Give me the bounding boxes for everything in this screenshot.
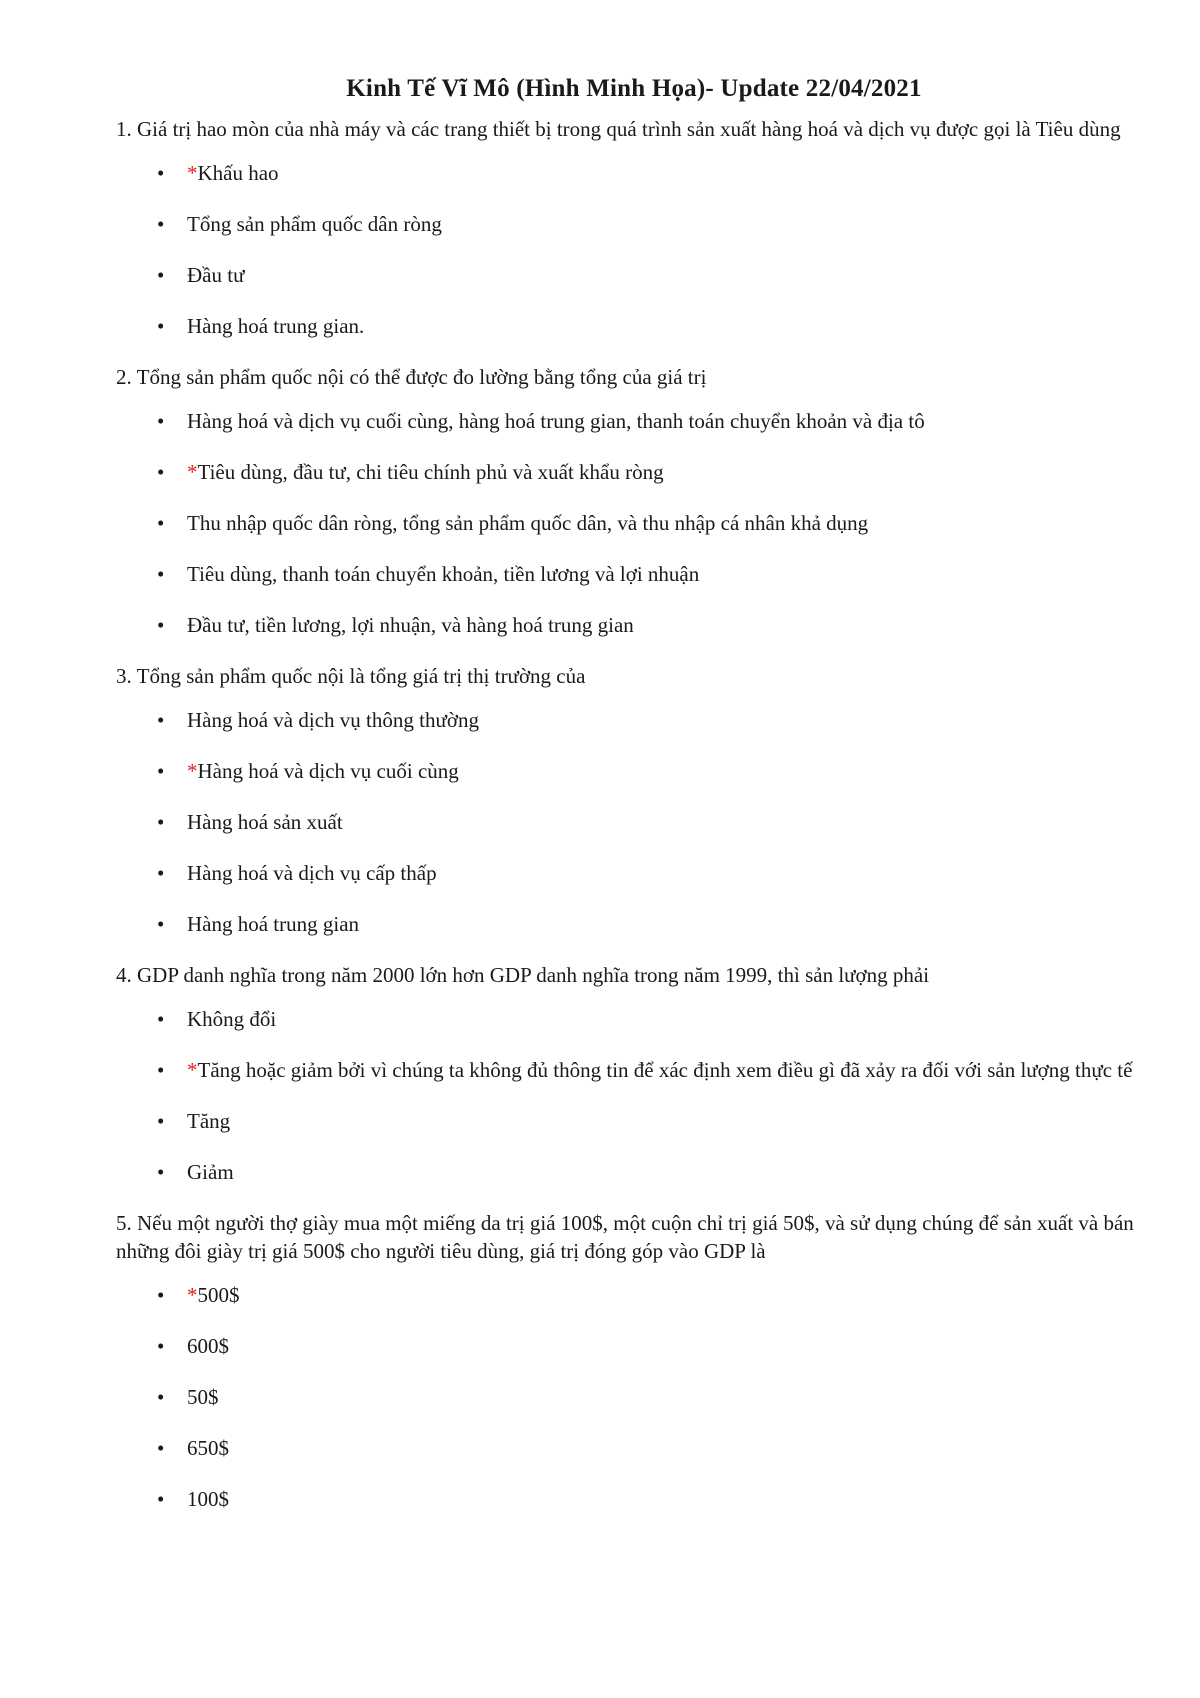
option-label: 100$ <box>187 1487 229 1511</box>
option-label: Tiêu dùng, đầu tư, chi tiêu chính phủ và xuất khẩu ròng <box>197 460 664 484</box>
bullet-icon: • <box>157 810 165 834</box>
correct-answer-marker: * <box>187 1283 198 1307</box>
option-list <box>116 1005 1152 1186</box>
option-item <box>116 159 1152 187</box>
bullet-icon: • <box>157 1283 165 1307</box>
option-label: Tiêu dùng, thanh toán chuyển khoản, tiền lương và lợi nhuận <box>187 562 700 586</box>
option-label: Giảm <box>187 1160 234 1184</box>
bullet-icon: • <box>157 759 165 783</box>
question-text: 1. Giá trị hao mòn của nhà máy và các trang thiết bị trong quá trình sản xuất hàng hoá và dịch vụ được gọi là Tiêu dùng <box>116 117 1121 141</box>
option-list <box>116 1281 1152 1513</box>
bullet-icon: • <box>157 861 165 885</box>
bullet-icon: • <box>157 1436 165 1460</box>
option-item <box>116 1434 1152 1462</box>
option-item <box>116 458 1152 486</box>
option-item <box>116 1056 1152 1084</box>
bullet-icon: • <box>157 1160 165 1184</box>
correct-answer-marker: * <box>187 161 198 185</box>
option-item <box>116 1281 1152 1309</box>
bullet-icon: • <box>157 161 165 185</box>
document-page <box>116 70 1152 1536</box>
option-label: Hàng hoá và dịch vụ thông thường <box>187 708 479 732</box>
option-item <box>116 210 1152 238</box>
option-item <box>116 910 1152 938</box>
bullet-icon: • <box>157 1334 165 1358</box>
option-item <box>116 859 1152 887</box>
correct-answer-marker: * <box>187 1058 198 1082</box>
bullet-icon: • <box>157 212 165 236</box>
option-item <box>116 1107 1152 1135</box>
option-item <box>116 509 1152 537</box>
option-item <box>116 1485 1152 1513</box>
option-item <box>116 706 1152 734</box>
option-list <box>116 706 1152 938</box>
option-label: Tăng <box>187 1109 231 1133</box>
option-label: 600$ <box>187 1334 229 1358</box>
bullet-icon: • <box>157 314 165 338</box>
option-item <box>116 312 1152 340</box>
question-text: 3. Tổng sản phẩm quốc nội là tổng giá trị thị trường của <box>116 664 586 688</box>
option-label: Hàng hoá và dịch vụ cuối cùng, hàng hoá trung gian, thanh toán chuyển khoản và địa tô <box>187 409 925 433</box>
option-item <box>116 1158 1152 1186</box>
correct-answer-marker: * <box>187 460 198 484</box>
question-2 <box>116 363 1152 639</box>
option-list <box>116 159 1152 340</box>
option-item <box>116 808 1152 836</box>
option-label: Không đổi <box>187 1007 277 1031</box>
bullet-icon: • <box>157 460 165 484</box>
bullet-icon: • <box>157 708 165 732</box>
bullet-icon: • <box>157 562 165 586</box>
bullet-icon: • <box>157 511 165 535</box>
option-label: Hàng hoá sản xuất <box>187 810 343 834</box>
question-3 <box>116 662 1152 938</box>
option-label: 650$ <box>187 1436 229 1460</box>
document-title: Kinh Tế Vĩ Mô (Hình Minh Họa)- Update 22/04/2021 <box>346 75 922 102</box>
option-item <box>116 261 1152 289</box>
option-label: Hàng hoá trung gian. <box>187 314 365 338</box>
option-label: Hàng hoá trung gian <box>187 912 360 936</box>
option-label: Tăng hoặc giảm bởi vì chúng ta không đủ thông tin để xác định xem điều gì đã xảy ra đối với sản lượng thực tế <box>197 1058 1133 1082</box>
bullet-icon: • <box>157 613 165 637</box>
option-label: Thu nhập quốc dân ròng, tổng sản phẩm quốc dân, và thu nhập cá nhân khả dụng <box>187 511 869 535</box>
option-label: Tổng sản phẩm quốc dân ròng <box>187 212 442 236</box>
option-label: Hàng hoá và dịch vụ cấp thấp <box>187 861 437 885</box>
option-label: Đầu tư <box>187 263 245 287</box>
option-label: 500$ <box>197 1283 240 1307</box>
bullet-icon: • <box>157 1487 165 1511</box>
option-item <box>116 1332 1152 1360</box>
question-text: 4. GDP danh nghĩa trong năm 2000 lớn hơn GDP danh nghĩa trong năm 1999, thì sản lượng phải <box>116 963 930 987</box>
option-label: 50$ <box>187 1385 219 1409</box>
bullet-icon: • <box>157 1058 165 1082</box>
option-item <box>116 1005 1152 1033</box>
bullet-icon: • <box>157 1007 165 1031</box>
option-label: Hàng hoá và dịch vụ cuối cùng <box>197 759 459 783</box>
option-label: Khấu hao <box>197 161 279 185</box>
question-text: 2. Tổng sản phẩm quốc nội có thể được đo lường bằng tổng của giá trị <box>116 365 707 389</box>
question-list <box>116 115 1152 1513</box>
question-4 <box>116 961 1152 1186</box>
correct-answer-marker: * <box>187 759 198 783</box>
bullet-icon: • <box>157 1109 165 1133</box>
option-item <box>116 560 1152 588</box>
bullet-icon: • <box>157 912 165 936</box>
question-text: 5. Nếu một người thợ giày mua một miếng da trị giá 100$, một cuộn chỉ trị giá 50$, và sử dụng chúng để sản xuất và bán những đôi giày trị giá 500$ cho người tiêu dùng, giá trị đóng góp vào GDP là <box>116 1211 1134 1263</box>
question-5 <box>116 1209 1152 1513</box>
option-list <box>116 407 1152 639</box>
option-item <box>116 407 1152 435</box>
bullet-icon: • <box>157 263 165 287</box>
bullet-icon: • <box>157 1385 165 1409</box>
option-item <box>116 1383 1152 1411</box>
option-item <box>116 757 1152 785</box>
option-item <box>116 611 1152 639</box>
bullet-icon: • <box>157 409 165 433</box>
option-label: Đầu tư, tiền lương, lợi nhuận, và hàng hoá trung gian <box>187 613 634 637</box>
question-1 <box>116 115 1152 340</box>
